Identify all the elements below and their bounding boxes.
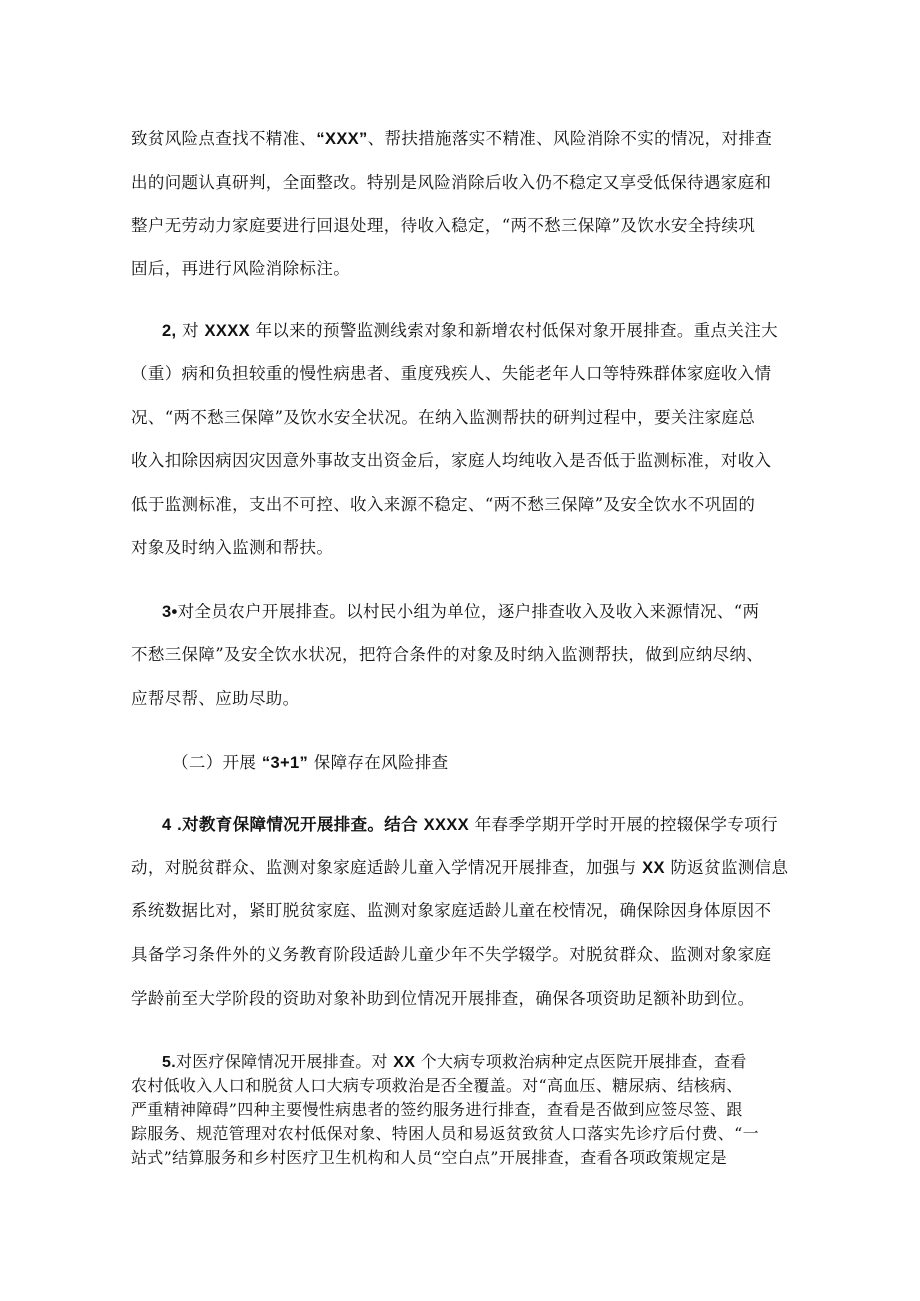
item-number: 5. (162, 1054, 176, 1071)
bold-segment: XX (642, 859, 665, 877)
paragraph-3-line-3: 应帮尽帮、应助尽助。 (131, 689, 300, 708)
text-segment: 年以来的预警监测线索对象和新增农村低保对象开展排查。重点关注大 (255, 321, 778, 340)
text-segment: 对全员农户开展排查。以村民小组为单位，逐户排查收入及收入来源情况、“两 (177, 602, 760, 621)
paragraph-2-line-6: 对象及时纳入监测和帮扶。 (131, 538, 334, 557)
paragraph-2-line-3: 况、“两不愁三保障”及饮水安全状况。在纳入监测帮扶的研判过程中，要关注家庭总 (131, 408, 756, 427)
paragraph-2-line-2: （重）病和负担较重的慢性病患者、重度残疾人、失能老年人口等特殊群体家庭收入情 (131, 364, 772, 383)
text-segment: 对医疗保障情况开展排查。对 (175, 1052, 388, 1071)
text-segment: .对教育保障情况开展排查。结合 (177, 816, 418, 834)
bold-segment: “3+1” (261, 754, 309, 772)
paragraph-4-line-4: 具备学习条件外的义务教育阶段适龄儿童少年不失学辍学。对脱贫群众、监测对象家庭 (131, 945, 772, 964)
section-subheading (172, 752, 791, 774)
paragraph-4-line-5: 学龄前至大学阶段的资助对象补助到位情况开展排查，确保各项资助足额补助到位。 (131, 989, 755, 1008)
item-number: 4 (162, 816, 172, 834)
paragraph-2-line-4: 收入扣除因病因灾因意外事故支出资金后，家庭人均纯收入是否低于监测标准，对收入 (131, 451, 772, 470)
bold-segment: “XXX” (316, 130, 368, 148)
paragraph-2-line-5: 低于监测标准，支出不可控、收入来源不稳定、“两不愁三保障”及安全饮水不巩固的 (131, 495, 756, 514)
text-segment: 、帮扶措施落实不精准、风险消除不实的情况，对排查 (367, 129, 773, 148)
text-segment: 致贫风险点查找不精准、 (131, 129, 317, 148)
paragraph-3-line-2: 不愁三保障”及安全饮水状况，把符合条件的对象及时纳入监测帮扶，做到应纳尽纳、 (131, 645, 764, 664)
item-number: 2, (162, 322, 177, 340)
item-number: 3• (162, 603, 178, 621)
text-segment: 动，对脱贫群众、监测对象家庭适龄儿童入学情况开展排查，加强与 (131, 858, 637, 877)
bold-segment: XXXX (204, 322, 250, 340)
paragraph-5-line-3: 严重精神障碍”四种主要慢性病患者的签约服务进行排查，查看是否做到应签尽签、跟 (131, 1100, 743, 1119)
paragraph-4-line-2 (131, 857, 791, 879)
text-segment: 防返贫监测信息 (670, 858, 789, 877)
text-segment: （二）开展 (172, 753, 257, 772)
paragraph-2-line-1 (162, 320, 791, 342)
paragraph-1-line-3: 整户无劳动力家庭要进行回退处理，待收入稳定，“两不愁三保障”及饮水安全持续巩 (131, 216, 756, 235)
paragraph-4-line-1 (162, 814, 791, 836)
paragraph-1-line-4: 固后，再进行风险消除标注。 (131, 259, 351, 278)
bold-segment: XX (393, 1054, 416, 1071)
paragraph-5-line-1 (162, 1052, 791, 1073)
paragraph-1-line-2: 出的问题认真研判，全面整改。特别是风险消除后收入仍不稳定又享受低保待遇家庭和 (131, 173, 772, 192)
paragraph-5-line-4: 踪服务、规范管理对农村低保对象、特困人员和易返贫致贫人口落实先诊疗后付费、“一 (131, 1124, 759, 1143)
text-segment: 对 (182, 321, 199, 340)
text-segment: 个大病专项救治病种定点医院开展排查，查看 (420, 1052, 747, 1071)
paragraph-4-line-3: 系统数据比对，紧盯脱贫家庭、监测对象家庭适龄儿童在校情况，确保除因身体原因不 (131, 901, 772, 920)
text-segment: 年春季学期开学时开展的控辍保学专项行 (474, 815, 778, 834)
paragraph-3-line-1 (162, 601, 791, 623)
paragraph-5-line-5: 站式”结算服务和乡村医疗卫生机构和人员“空白点”开展排查，查看各项政策规定是 (131, 1148, 727, 1167)
paragraph-5-line-2: 农村低收入人口和脱贫人口大病专项救治是否全覆盖。对“高血压、糖尿病、结核病、 (131, 1076, 743, 1095)
paragraph-1-line-1 (131, 128, 791, 150)
text-segment: 保障存在风险排查 (313, 753, 449, 772)
bold-segment: XXXX (423, 816, 470, 834)
